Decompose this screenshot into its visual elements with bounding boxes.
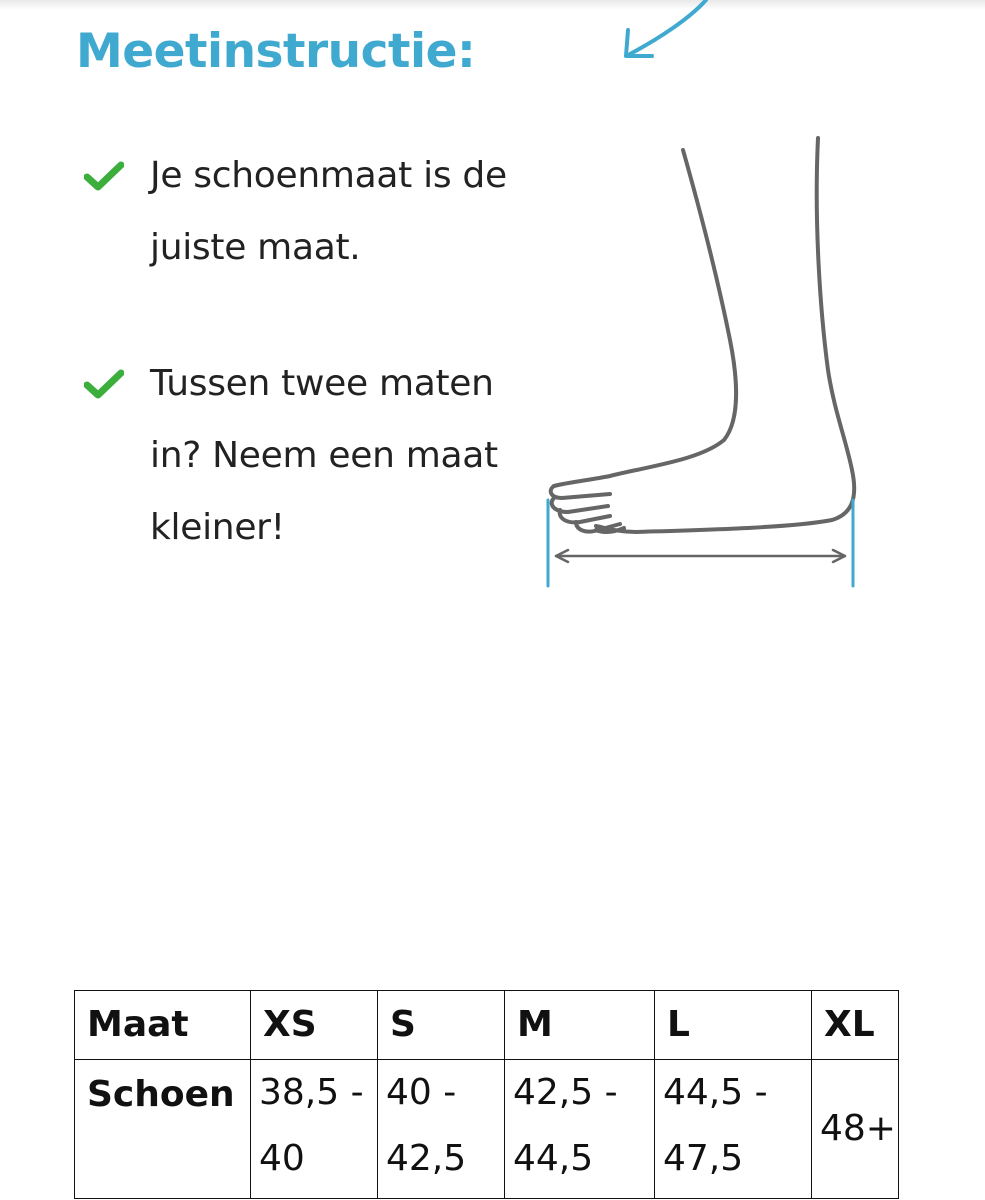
table-cell-line: 42,5 [386, 1138, 467, 1179]
size-table [74, 990, 899, 1199]
table-cell [655, 1060, 812, 1199]
table-row-label: Schoen [75, 1060, 251, 1199]
instruction-line: Je schoenmaat is de [150, 155, 507, 196]
table-cell [251, 1060, 378, 1199]
table-cell-line: 40 - [386, 1072, 457, 1113]
top-edge-shadow [0, 0, 985, 10]
table-cell-line: 42,5 - [513, 1072, 618, 1113]
instruction-item [84, 348, 544, 564]
instruction-line: juiste maat. [150, 227, 361, 268]
foot-measure-illustration [540, 130, 870, 600]
table-cell [505, 1060, 655, 1199]
checkmark-icon [84, 161, 124, 191]
instruction-line: Tussen twee maten [150, 363, 494, 404]
arrow-doodle-icon [610, 0, 720, 70]
table-cell-line: 44,5 [513, 1138, 594, 1179]
page-title: Meetinstructie: [76, 24, 476, 79]
table-header-cell: L [655, 991, 812, 1060]
table-cell-line: 48+ [820, 1108, 896, 1149]
table-header-row [75, 991, 899, 1060]
table-cell [812, 1060, 899, 1199]
instruction-line: kleiner! [150, 507, 285, 548]
table-header-cell: Maat [75, 991, 251, 1060]
table-cell-line: 47,5 [663, 1138, 744, 1179]
instruction-line: in? Neem een maat [150, 435, 498, 476]
table-cell [378, 1060, 505, 1199]
table-header-cell: M [505, 991, 655, 1060]
table-header-cell: XL [812, 991, 899, 1060]
instruction-item [84, 140, 544, 284]
table-header-cell: XS [251, 991, 378, 1060]
table-cell-line: 38,5 - [259, 1072, 364, 1113]
table-row [75, 1060, 899, 1199]
table-cell-line: 40 [259, 1138, 305, 1179]
instruction-list [84, 140, 544, 628]
table-cell-line: 44,5 - [663, 1072, 768, 1113]
table-header-cell: S [378, 991, 505, 1060]
checkmark-icon [84, 369, 124, 399]
